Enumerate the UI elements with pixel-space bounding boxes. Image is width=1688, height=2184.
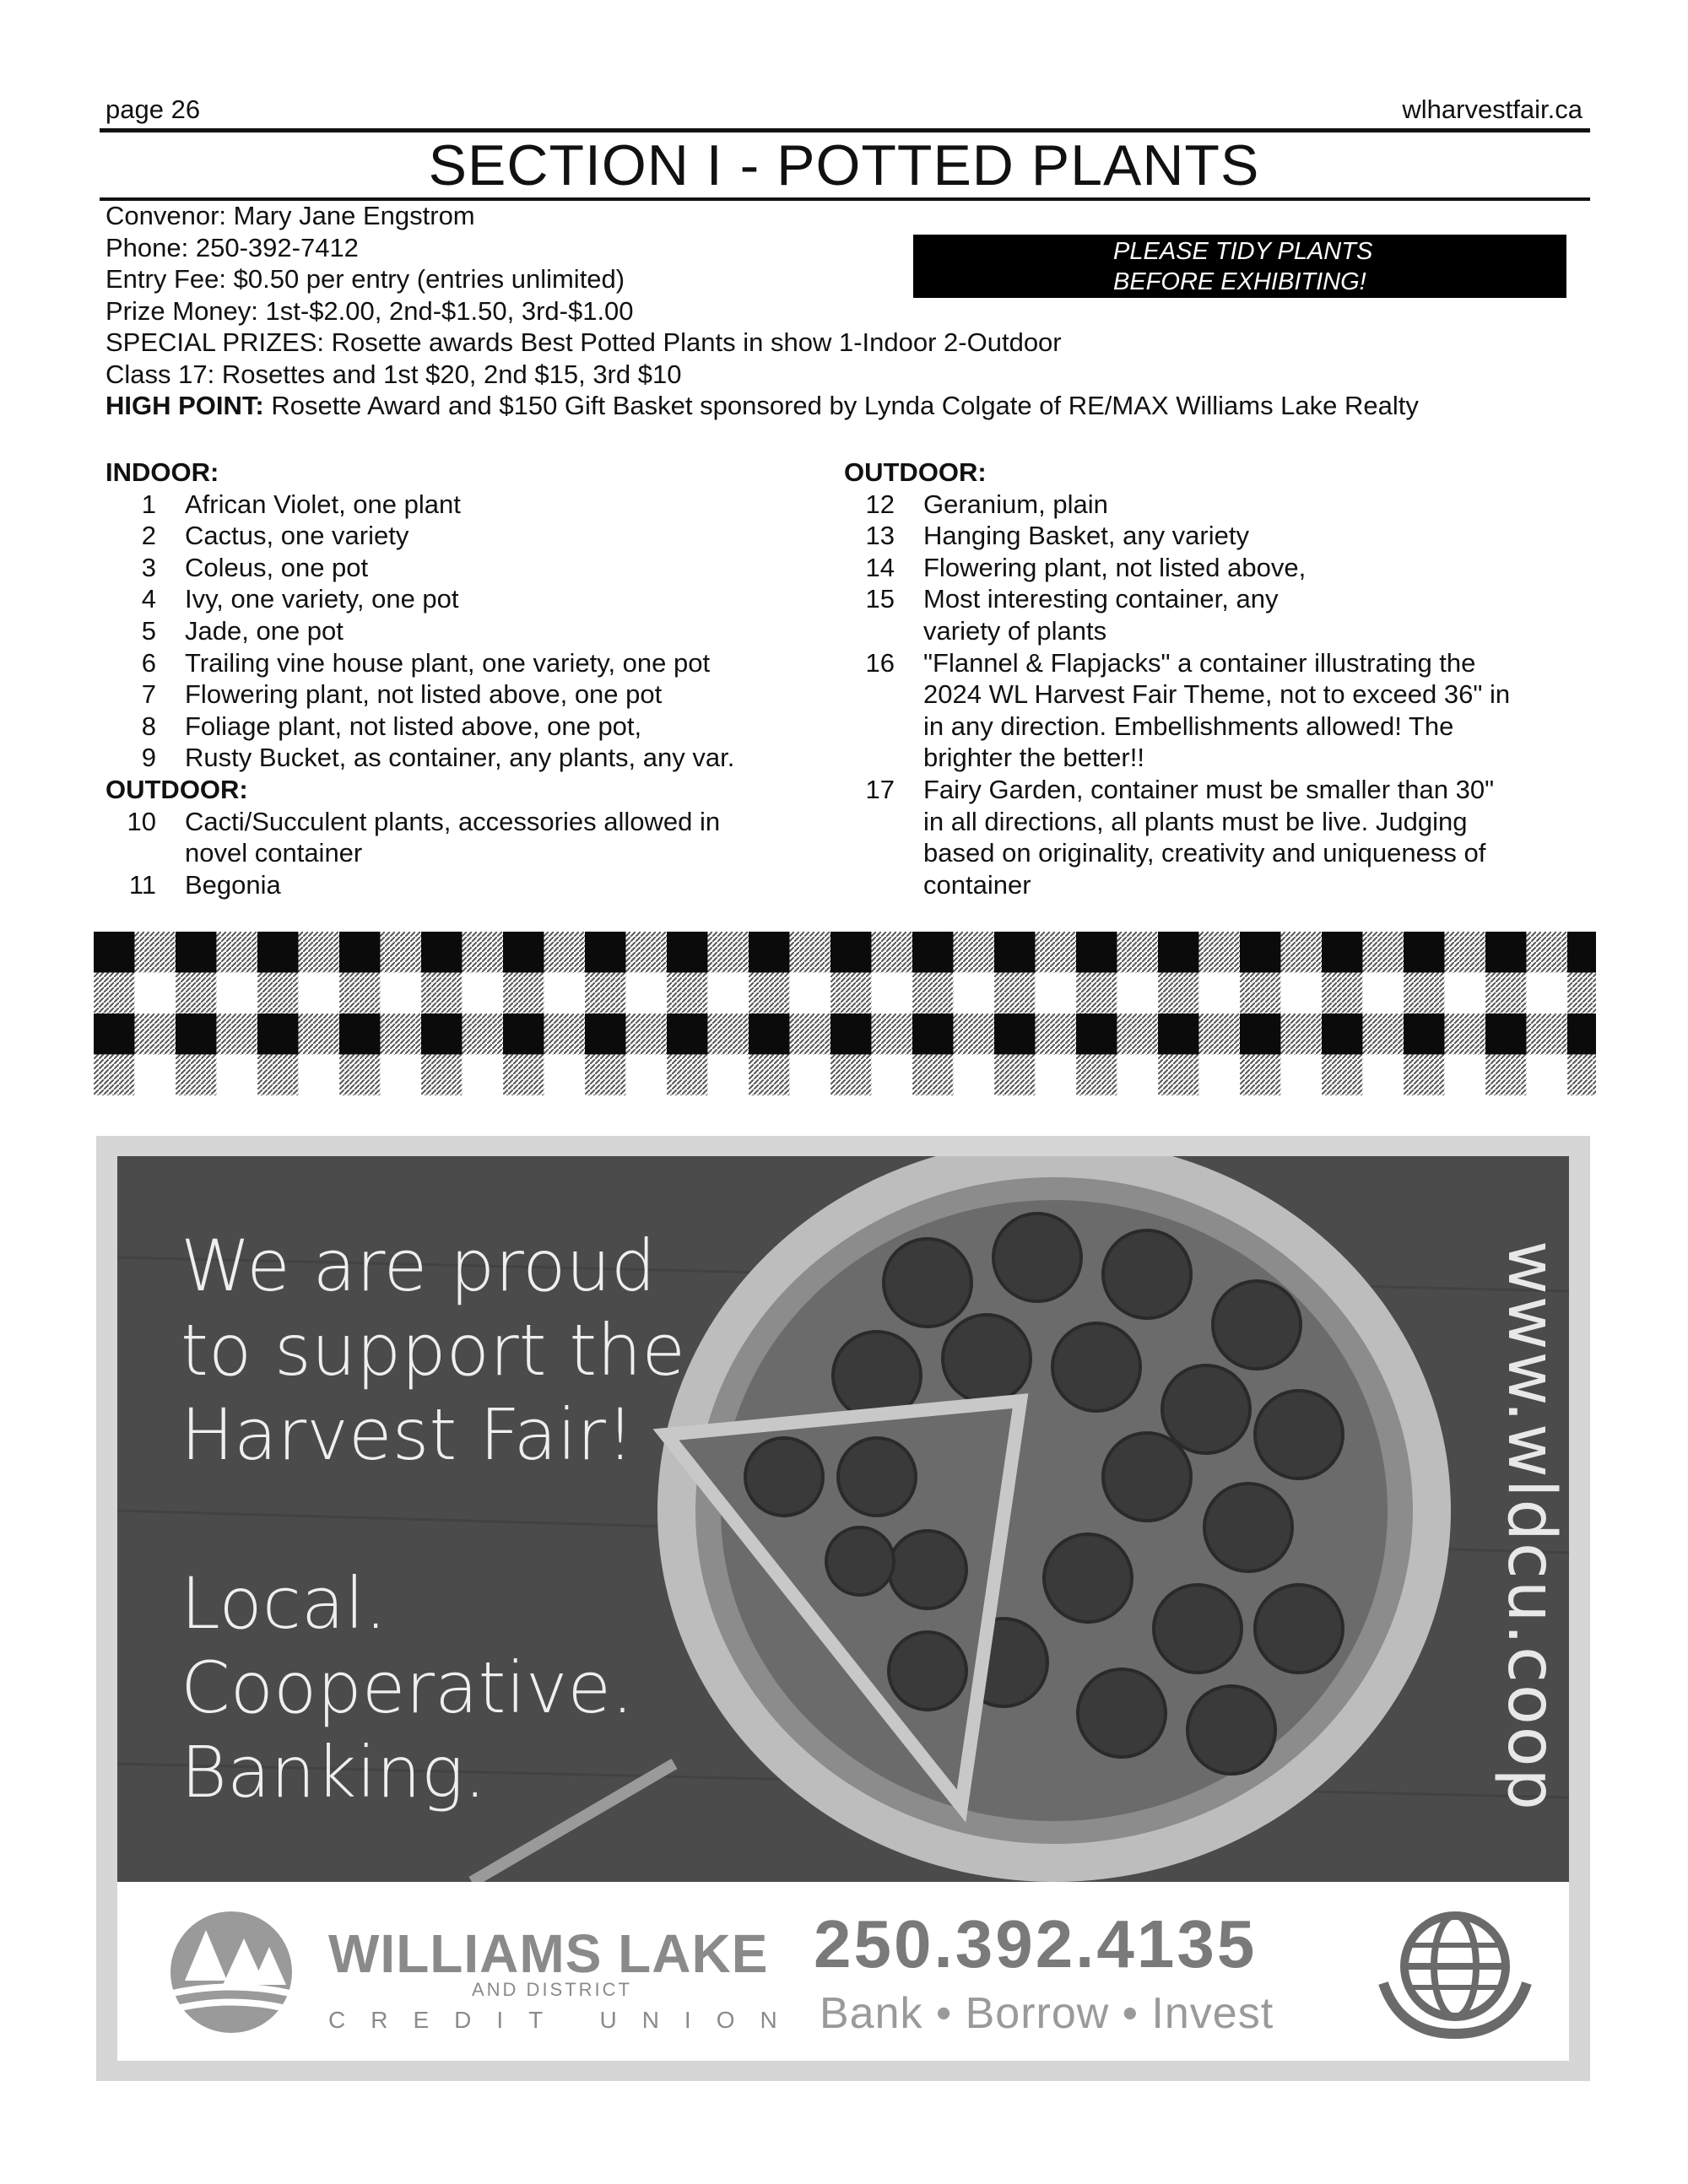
tree-logo-icon — [160, 1909, 303, 2035]
page-header — [101, 95, 1587, 128]
item-text: Cactus, one variety — [185, 521, 409, 551]
item-text: Cacti/Succulent plants, accessories allowed in — [185, 806, 721, 836]
page-number: page 26 — [106, 95, 201, 124]
credit-union-ad — [96, 1136, 1590, 2081]
page-title: SECTION I - POTTED PLANTS — [428, 133, 1260, 197]
item-number: 12 — [865, 489, 895, 519]
item-number: 16 — [865, 647, 895, 678]
list-item — [106, 615, 734, 647]
item-text: African Violet, one plant — [185, 489, 461, 519]
indoor-header: INDOOR: — [106, 457, 219, 487]
item-number: 8 — [141, 711, 156, 741]
item-text: novel container — [185, 838, 363, 868]
gingham-divider — [94, 932, 1596, 1095]
list-item — [844, 520, 1510, 552]
gingham-pattern — [94, 932, 1596, 1095]
item-number: 10 — [127, 806, 156, 836]
list-item — [844, 742, 1510, 774]
item-text: Geranium, plain — [923, 489, 1108, 519]
item-number: 4 — [141, 584, 156, 614]
slogan-line-3: Harvest Fair! — [181, 1393, 635, 1476]
class-17-prize: Class 17: Rosettes and 1st $20, 2nd $15, 3rd $10 — [106, 359, 682, 389]
globe-hands-icon — [1375, 1907, 1535, 2042]
item-text: Jade, one pot — [185, 615, 344, 646]
item-text: 2024 WL Harvest Fair Theme, not to exceed 36" in — [923, 679, 1511, 710]
slogan-block-2 — [181, 1561, 634, 1814]
high-point-text: Rosette Award and $150 Gift Basket sponsored by Lynda Colgate of RE/MAX Williams Lake Realty — [263, 391, 1419, 420]
list-item — [106, 647, 734, 679]
item-number: 13 — [865, 521, 895, 551]
brand-name: WILLIAMS LAKE — [328, 1923, 769, 1984]
item-text: Trailing vine house plant, one variety, one pot — [185, 647, 711, 678]
high-point-label: HIGH POINT: — [106, 391, 264, 420]
list-item — [844, 583, 1510, 615]
list-item — [844, 711, 1510, 743]
item-text: Fairy Garden, container must be smaller than 30" — [923, 774, 1495, 804]
list-item — [844, 678, 1510, 711]
item-text: Coleus, one pot — [185, 552, 369, 582]
item-number: 9 — [141, 743, 156, 773]
list-item — [106, 837, 734, 869]
special-prizes: SPECIAL PRIZES: Rosette awards Best Potted Plants in show 1-Indoor 2-Outdoor — [106, 327, 1062, 357]
item-number: 17 — [865, 774, 895, 804]
item-text: brighter the better!! — [923, 743, 1144, 773]
ad-phone: 250.392.4135 — [814, 1906, 1258, 1981]
slogan-block — [181, 1224, 685, 1477]
high-point — [106, 390, 1419, 422]
slogan2-line-2: Cooperative. — [181, 1646, 634, 1729]
outdoor-header-right: OUTDOOR: — [844, 457, 987, 487]
item-text: Flowering plant, not listed above, — [923, 552, 1307, 582]
outdoor-list-left — [106, 806, 734, 901]
item-number: 1 — [141, 489, 156, 519]
ad-website: www.wldcu.coop — [1493, 1241, 1569, 1812]
item-text: Hanging Basket, any variety — [923, 521, 1249, 551]
item-text: Foliage plant, not listed above, one pot, — [185, 711, 642, 741]
site-url: wlharvestfair.ca — [1402, 95, 1582, 124]
list-item — [106, 869, 734, 901]
item-text: Flowering plant, not listed above, one pot — [185, 679, 663, 710]
slogan-line-2: to support the — [181, 1309, 686, 1392]
list-item — [844, 806, 1510, 838]
list-item — [106, 489, 734, 521]
item-number: 11 — [128, 869, 156, 900]
prize-money: Prize Money: 1st-$2.00, 2nd-$1.50, 3rd-$1.00 — [106, 295, 634, 326]
ad-footer — [117, 1882, 1569, 2061]
item-number: 14 — [865, 552, 895, 582]
convenor: Convenor: Mary Jane Engstrom — [106, 201, 475, 230]
list-item — [106, 552, 734, 584]
item-text: based on originality, creativity and uniqueness of — [923, 838, 1486, 868]
list-item — [844, 615, 1510, 647]
phone: Phone: 250-392-7412 — [106, 232, 359, 262]
left-column — [106, 457, 734, 900]
item-text: variety of plants — [923, 615, 1107, 646]
item-text: container — [923, 869, 1031, 900]
item-text: Ivy, one variety, one pot — [185, 584, 459, 614]
tidy-notice — [913, 235, 1566, 298]
slogan2-line-1: Local. — [181, 1562, 387, 1645]
item-number: 15 — [865, 584, 895, 614]
item-text: "Flannel & Flapjacks" a container illustrating the — [923, 647, 1476, 678]
notice-line-1: PLEASE TIDY PLANTS — [1113, 238, 1373, 265]
outdoor-list-right — [844, 489, 1510, 901]
item-number: 2 — [141, 521, 156, 551]
item-text: Most interesting container, any — [923, 584, 1279, 614]
item-text: in all directions, all plants must be live. Judging — [923, 806, 1468, 836]
list-item — [844, 774, 1510, 806]
item-number: 7 — [141, 679, 156, 710]
item-number: 3 — [141, 552, 156, 582]
list-item — [844, 869, 1510, 901]
brand-credit-union: CREDIT UNION — [328, 2007, 803, 2033]
brand-subtitle: AND DISTRICT — [472, 1979, 632, 2000]
list-item — [106, 520, 734, 552]
list-item — [844, 489, 1510, 521]
item-text: in any direction. Embellishments allowed! The — [923, 711, 1454, 741]
list-item — [844, 647, 1510, 679]
slogan-line-1: We are proud — [181, 1224, 657, 1307]
list-item — [844, 552, 1510, 584]
slogan2-line-3: Banking. — [181, 1731, 487, 1814]
list-item — [106, 583, 734, 615]
section-info — [106, 200, 1419, 422]
right-column — [844, 457, 1510, 900]
list-item — [106, 711, 734, 743]
list-item — [106, 742, 734, 774]
item-text: Begonia — [185, 869, 281, 900]
outdoor-header-left: OUTDOOR: — [106, 774, 248, 804]
indoor-list — [106, 489, 734, 774]
item-number: 6 — [141, 647, 156, 678]
notice-line-2: BEFORE EXHIBITING! — [1113, 268, 1366, 295]
list-item — [106, 806, 734, 838]
ad-tagline: Bank • Borrow • Invest — [820, 1989, 1274, 2038]
list-item — [844, 837, 1510, 869]
entry-fee: Entry Fee: $0.50 per entry (entries unlimited) — [106, 264, 625, 294]
list-item — [106, 678, 734, 711]
pie-photo — [117, 1156, 1569, 1882]
item-text: Rusty Bucket, as container, any plants, any var. — [185, 743, 735, 773]
item-number: 5 — [141, 615, 156, 646]
